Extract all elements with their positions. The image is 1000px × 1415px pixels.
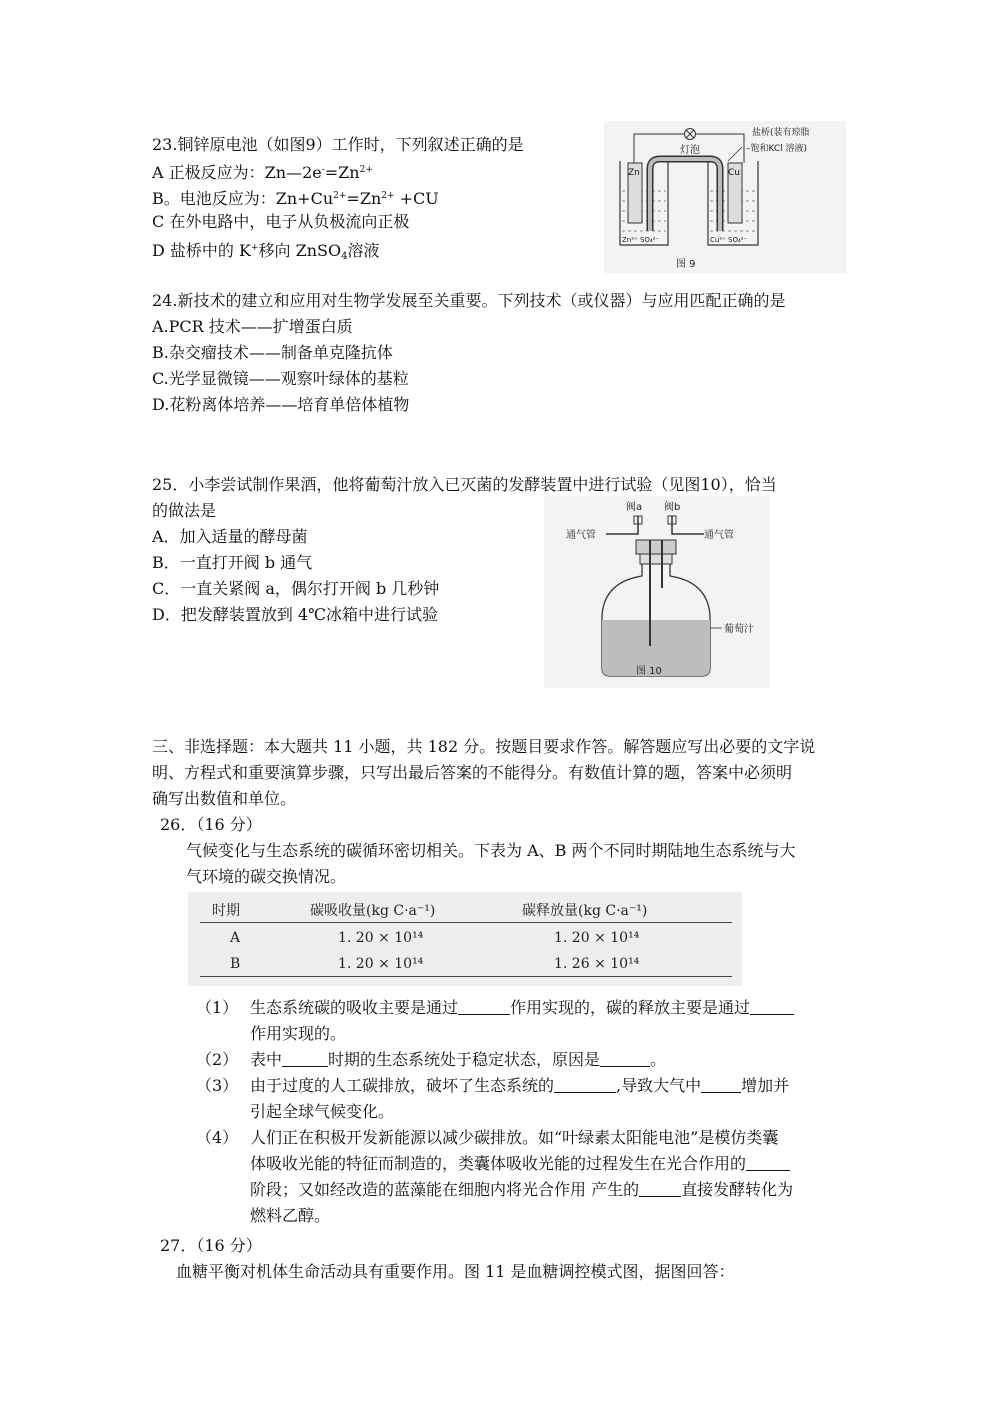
table-row-b-absorb: 1. 20 × 10¹⁴ xyxy=(338,956,424,972)
q26-1-blank-1[interactable] xyxy=(458,1000,510,1015)
q26-3-blank-1[interactable] xyxy=(554,1078,616,1093)
lamp-label: 灯泡 xyxy=(680,145,700,156)
section3-line1: 三、非选择题：本大题共 11 小题，共 182 分。按题目要求作答。解答题应写出必要的文字说 xyxy=(152,737,816,756)
q23-option-c: C 在外电路中，电子从负极流向正极 xyxy=(152,212,410,231)
q26-4-blank-2[interactable] xyxy=(639,1182,681,1197)
q26-4-line4: 燃料乙醇。 xyxy=(250,1206,331,1225)
q26-4-line2: 体吸收光能的特征而制造的，类囊体吸收光能的过程发生在光合作用的 xyxy=(250,1154,790,1174)
q26-header: 26．（16 分） xyxy=(160,815,262,834)
q24-stem: 24.新技术的建立和应用对生物学发展至关重要。下列技术（或仪器）与应用匹配正确的是 xyxy=(152,291,786,310)
q26-2-line1: 表中 时期的生态系统处于稳定状态，原因是 。 xyxy=(250,1050,667,1069)
q26-4-blank-1[interactable] xyxy=(746,1156,790,1171)
q26-1-line2: 作用实现的。 xyxy=(250,1024,347,1043)
q26-1-blank-2[interactable] xyxy=(750,1000,794,1015)
q26-3-line1: 由于过度的人工碳排放，破坏了生态系统的 ,导致大气中 增加并 xyxy=(250,1076,790,1095)
q26-1-line1: 生态系统碳的吸收主要是通过 作用实现的，碳的释放主要是通过 xyxy=(250,998,794,1018)
table-row-a-release: 1. 20 × 10¹⁴ xyxy=(554,930,640,946)
q25-option-a: A．加入适量的酵母菌 xyxy=(152,527,308,546)
q24-option-b: B.杂交瘤技术——制备单克隆抗体 xyxy=(152,343,393,362)
section3-line3: 确写出数值和单位。 xyxy=(152,789,297,808)
q25-option-c: C．一直关紧阀 a，偶尔打开阀 b 几秒钟 xyxy=(152,579,440,598)
q25-stem: 25．小李尝试制作果酒，他将葡萄汁放入已灭菌的发酵装置中进行试验（见图10），恰当 xyxy=(152,475,777,494)
q26-2-blank-2[interactable] xyxy=(600,1052,650,1067)
tube-right-label: 通气管 xyxy=(704,530,734,541)
q27-header: 27．（16 分） xyxy=(160,1236,262,1255)
q26-2-number: （2） xyxy=(196,1050,239,1069)
q27-intro: 血糖平衡对机体生命活动具有重要作用。图 11 是血糖调控模式图，据图回答： xyxy=(176,1262,735,1281)
figure-10-fermenter xyxy=(544,496,770,688)
q25-option-b: B．一直打开阀 b 通气 xyxy=(152,553,313,572)
table-header-absorb: 碳吸收量(kg C·a⁻¹) xyxy=(310,903,436,919)
q26-4-number: （4） xyxy=(196,1128,239,1147)
q23-option-a: A 正极反应为：$Zn—2e^-=Zn^{2+}$ xyxy=(152,163,373,182)
q26-3-blank-2[interactable] xyxy=(701,1078,741,1093)
table-row-a-period: A xyxy=(230,930,241,946)
cu-label: Cu xyxy=(728,168,740,178)
bridge-label-2: –饱和KCl 溶液) xyxy=(746,144,808,154)
q23-stem: 23.铜锌原电池（如图9）工作时，下列叙述正确的是 xyxy=(152,135,524,154)
q26-4-line3: 阶段；又如经改造的蓝藻能在细胞内将光合作用 产生的 直接发酵转化为 xyxy=(250,1180,794,1199)
q26-intro-2: 气环境的碳交换情况。 xyxy=(186,867,347,886)
tube-left-label: 通气管 xyxy=(566,530,596,541)
carbon-exchange-table xyxy=(188,892,742,986)
figure-10-caption: 图 10 xyxy=(636,666,662,677)
table-header-period: 时期 xyxy=(212,903,240,919)
q24-option-d: D.花粉离体培养——培育单倍体植物 xyxy=(152,395,410,414)
table-row-b-period: B xyxy=(230,956,241,972)
section3-line2: 明、方程式和重要演算步骤，只写出最后答案的不能得分。有数值计算的题，答案中必须明 xyxy=(152,763,793,782)
table-row-b-release: 1. 26 × 10¹⁴ xyxy=(554,956,640,972)
juice-label: 葡萄汁 xyxy=(724,624,754,635)
q25-option-d: D．把发酵装置放到 4℃冰箱中进行试验 xyxy=(152,605,438,624)
figure-9-galvanic-cell xyxy=(604,121,846,273)
bridge-label-1: 盐桥(装有琼脂 xyxy=(752,128,810,138)
right-ions: Cu²⁺ SO₄²⁻ xyxy=(710,236,748,244)
table-header-release: 碳释放量(kg C·a⁻¹) xyxy=(522,903,648,919)
valve-b-label: 阀b xyxy=(664,502,681,513)
q26-3-line2: 引起全球气候变化。 xyxy=(250,1102,395,1121)
zn-label: Zn xyxy=(628,168,640,178)
q26-3-number: （3） xyxy=(196,1076,239,1095)
q24-option-a: A.PCR 技术——扩增蛋白质 xyxy=(152,317,353,336)
q26-2-blank-1[interactable] xyxy=(282,1052,328,1067)
q26-1-number: （1） xyxy=(196,998,239,1017)
table-row-a-absorb: 1. 20 × 10¹⁴ xyxy=(338,930,424,946)
left-ions: Zn²⁺ SO₄²⁻ xyxy=(622,236,660,244)
q24-option-c: C.光学显微镜——观察叶绿体的基粒 xyxy=(152,369,409,388)
q23-option-d: D 盐桥中的 K+移向 ZnSO$_4$溶液 xyxy=(152,241,380,262)
figure-9-caption: 图 9 xyxy=(676,259,696,270)
q26-intro-1: 气候变化与生态系统的碳循环密切相关。下表为 A、B 两个不同时期陆地生态系统与大 xyxy=(186,841,796,860)
q23-option-b: B。电池反应为：$Zn+Cu^{2+}=Zn^{2+} +CU$ xyxy=(152,189,439,208)
q25-stem-2: 的做法是 xyxy=(152,501,217,520)
q26-4-line1: 人们正在积极开发新能源以减少碳排放。如“叶绿素太阳能电池”是模仿类囊 xyxy=(250,1128,779,1147)
valve-a-label: 阀a xyxy=(626,502,643,513)
